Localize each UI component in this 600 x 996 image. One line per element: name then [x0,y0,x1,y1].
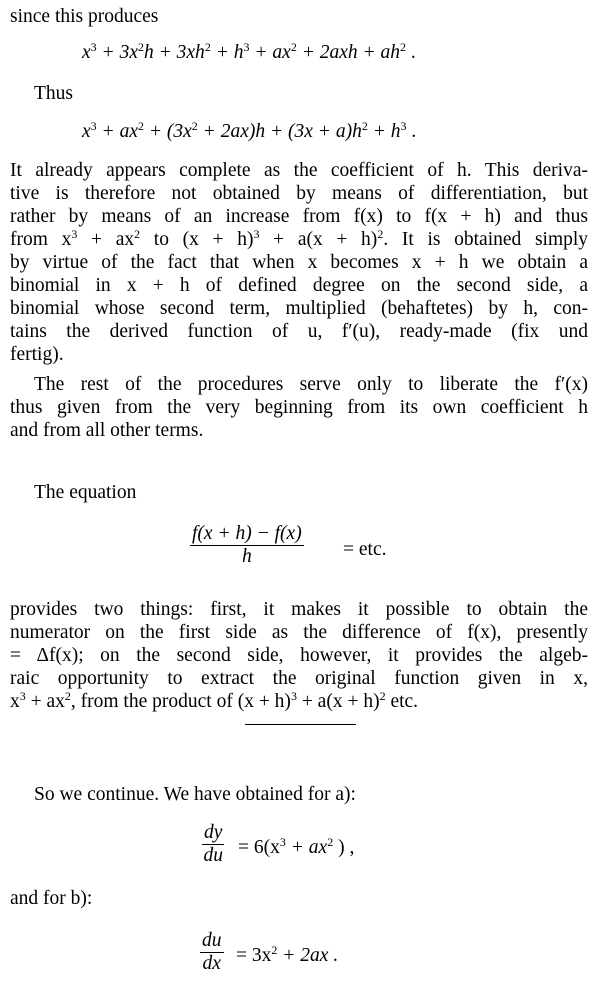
thus-line: Thus [34,83,73,104]
equation-intro: The equation [34,482,137,503]
difference-quotient: $\frac{f(x + h) - f(x)}{h}$ [192,523,302,567]
derivative-du-dx-rhs: = $3x^2 + 2ax$ . [236,943,339,966]
derivative-dy-du-rhs: = $6(x^3 + ax^2$ ) , [238,835,355,858]
section-divider [245,724,356,725]
equation-expansion: $x^3 + 3x^2h + 3xh^2 + h^3 + ax^2 + 2axh + ah^2$ . [82,40,416,63]
equation-grouped: $x^3 + ax^2 + (3x^2 + 2ax)h + (3x + a)h^2 + h^3$ . [82,119,417,142]
difference-quotient-rhs: = etc. [343,539,387,560]
derivative-du-dx: $\frac{du}{dx}$ [202,930,222,974]
intro-line: since this produces [10,6,159,27]
paper-page: since this produces $x^3 + 3x^2h + 3xh^2 + h^3 + ax^2 + 2axh + ah^2$ . Thus $x^3 + ax^2 + (3x^2 + 2ax)h + (3x + a)h^2 + h^3$ . It already appears complete as the coefficient of h. This deriva- tive is therefore not obtained by means of differentiation, but rather by means of an increase from f(x) to f(x + h) and thus from $x^3 + ax^2$ to $(x + h)^3 + a(x + h)^2$. It is obtained simply by virtue of the fact that when x becomes x + h we obtain a binomial in x + h of defined degree on the second side, a binomial whose second term, multiplied (behaftetes) by h, con- tains the derived function of u, f′(u), ready-made (fix und fertig). The rest of the procedures serve only to liberate the f′(x) thus given from the very beginning from its own coefficient h and from all other terms. The equation $\frac{f(x + h) - f(x)}{h}$ = etc. provides two things: first, it makes it possible to obtain the numerator on the first side as the difference of f(x), presently = Δf(x); on the second side, however, it provides the algeb- raic opportunity to extract the original function given in x, $x^3 + ax^2$, from the product of $(x + h)^3 + a(x + h)^2$ etc. So we continue. We have obtained for a): $\frac{dy}{du}$ = $6(x^3 + ax^2$ ) , and for b): $\frac{du}{dx}$ = $3x^2 + 2ax$ . [10,6,589,974]
and-for-b-line: and for b): [10,888,93,909]
derivative-dy-du: $\frac{dy}{du}$ [203,822,223,866]
continue-line: So we continue. We have obtained for a): [34,784,356,805]
